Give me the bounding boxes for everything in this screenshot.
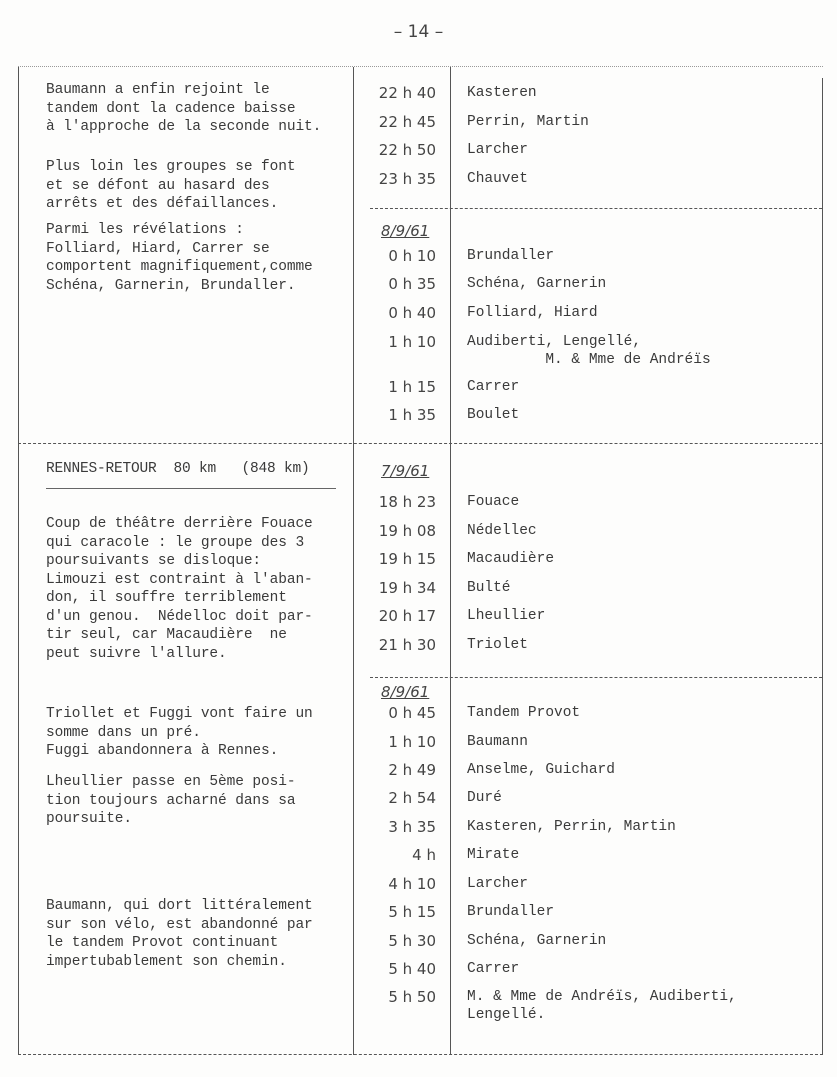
timeline-row [360, 733, 820, 753]
time-cell: 18 h 23 [378, 493, 436, 511]
narrative-paragraph: Lheullier passe en 5ème posi- tion toujours acharné dans sa poursuite. [46, 774, 296, 827]
riders-cell: Boulet [467, 407, 520, 423]
narrative-paragraph: Coup de théâtre derrière Fouace qui caracole : le groupe des 3 poursuivants se disloque: Limouzi est contraint à l'aban- don, il souffre terriblement d'un genou. Nédelloc doit par- tir seul, car Macaudière ne peut suivre l'allure. [46, 516, 313, 662]
column-divider-1 [353, 67, 354, 1055]
bottom-border [18, 1054, 823, 1055]
heading-underline [46, 488, 336, 489]
timeline-row [360, 607, 820, 627]
time-cell: 0 h 40 [388, 304, 436, 322]
riders-cell: Kasteren, Perrin, Martin [467, 819, 676, 835]
riders-cell: Duré [467, 790, 502, 806]
time-cell: 5 h 40 [388, 960, 436, 978]
timeline-row [360, 988, 820, 1023]
riders-cell: Nédellec [467, 523, 537, 539]
riders-cell: Schéna, Garnerin [467, 933, 607, 949]
timeline-row [360, 522, 820, 542]
time-cell: 22 h 50 [378, 141, 436, 159]
riders-cell: Triolet [467, 637, 528, 653]
time-cell: 2 h 49 [388, 761, 436, 779]
time-cell: 4 h 10 [388, 875, 436, 893]
riders-cell: Audiberti, Lengellé, M. & Mme de Andréïs [467, 334, 711, 368]
section-divider [18, 443, 823, 444]
time-cell: 20 h 17 [378, 607, 436, 625]
timeline-row [360, 247, 820, 267]
timeline-row [360, 903, 820, 923]
riders-cell: Kasteren [467, 85, 537, 101]
riders-cell: Perrin, Martin [467, 114, 589, 130]
date-label: 7/9/61 [381, 462, 430, 480]
riders-cell: Schéna, Garnerin [467, 276, 607, 292]
time-cell: 1 h 15 [388, 378, 436, 396]
date-divider-2 [370, 677, 822, 678]
time-cell: 3 h 35 [388, 818, 436, 836]
timeline-row [360, 818, 820, 838]
timeline-row [360, 84, 820, 104]
time-cell: 22 h 40 [378, 84, 436, 102]
time-cell: 1 h 10 [388, 333, 436, 351]
left-border [18, 67, 19, 1055]
time-cell: 4 h [412, 846, 436, 864]
timeline-row [360, 636, 820, 656]
riders-cell: Macaudière [467, 551, 555, 567]
time-cell: 1 h 35 [388, 406, 436, 424]
top-border [18, 66, 823, 67]
riders-cell: Mirate [467, 847, 520, 863]
right-border [822, 78, 823, 1055]
narrative-paragraph: Baumann a enfin rejoint le tandem dont la cadence baisse à l'approche de la seconde nuit. [46, 82, 322, 135]
timeline-row [360, 333, 820, 368]
riders-cell: Fouace [467, 494, 520, 510]
timeline-row [360, 378, 820, 398]
date-label: 8/9/61 [381, 683, 430, 701]
time-cell: 21 h 30 [378, 636, 436, 654]
timeline-row [360, 550, 820, 570]
time-cell: 5 h 30 [388, 932, 436, 950]
date-divider-1 [370, 208, 822, 209]
stage-heading: RENNES-RETOUR 80 km (848 km) [46, 461, 310, 477]
riders-cell: Brundaller [467, 904, 555, 920]
timeline-row [360, 960, 820, 980]
timeline-row [360, 704, 820, 724]
riders-cell: Bulté [467, 580, 511, 596]
page-number: – 14 – [393, 22, 444, 42]
narrative-paragraph: Triollet et Fuggi vont faire un somme dans un pré. Fuggi abandonnera à Rennes. [46, 706, 313, 759]
time-cell: 22 h 45 [378, 113, 436, 131]
timeline-row [360, 493, 820, 513]
timeline-row [360, 761, 820, 781]
time-cell: 23 h 35 [378, 170, 436, 188]
timeline-row [360, 875, 820, 895]
timeline-row [360, 846, 820, 866]
timeline-row [360, 275, 820, 295]
riders-cell: Folliard, Hiard [467, 305, 598, 321]
narrative-paragraph: Plus loin les groupes se font et se défont au hasard des arrêts et des défaillances. [46, 159, 296, 212]
time-cell: 5 h 15 [388, 903, 436, 921]
timeline-row [360, 170, 820, 190]
time-cell: 0 h 35 [388, 275, 436, 293]
timeline-row [360, 932, 820, 952]
riders-cell: Lheullier [467, 608, 546, 624]
riders-cell: Anselme, Guichard [467, 762, 615, 778]
timeline-row [360, 579, 820, 599]
riders-cell: Tandem Provot [467, 705, 581, 721]
date-label: 8/9/61 [381, 222, 430, 240]
riders-cell: Chauvet [467, 171, 528, 187]
time-cell: 5 h 50 [388, 988, 436, 1006]
time-cell: 0 h 10 [388, 247, 436, 265]
time-cell: 0 h 45 [388, 704, 436, 722]
riders-cell: Carrer [467, 961, 520, 977]
riders-cell: Larcher [467, 142, 528, 158]
time-cell: 19 h 15 [378, 550, 436, 568]
timeline-row [360, 304, 820, 324]
timeline-row [360, 141, 820, 161]
time-cell: 19 h 08 [378, 522, 436, 540]
timeline-row [360, 789, 820, 809]
riders-cell: Baumann [467, 734, 528, 750]
timeline-row [360, 113, 820, 133]
narrative-paragraph: Baumann, qui dort littéralement sur son vélo, est abandonné par le tandem Provot continuant impertubablement son chemin. [46, 898, 313, 970]
time-cell: 1 h 10 [388, 733, 436, 751]
timeline-row [360, 406, 820, 426]
riders-cell: Larcher [467, 876, 528, 892]
time-cell: 2 h 54 [388, 789, 436, 807]
riders-cell: M. & Mme de Andréïs, Audiberti, Lengellé. [467, 989, 737, 1023]
narrative-paragraph: Parmi les révélations : Folliard, Hiard, Carrer se comportent magnifiquement,comme Schéna, Garnerin, Brundaller. [46, 222, 313, 294]
time-cell: 19 h 34 [378, 579, 436, 597]
riders-cell: Brundaller [467, 248, 555, 264]
riders-cell: Carrer [467, 379, 520, 395]
